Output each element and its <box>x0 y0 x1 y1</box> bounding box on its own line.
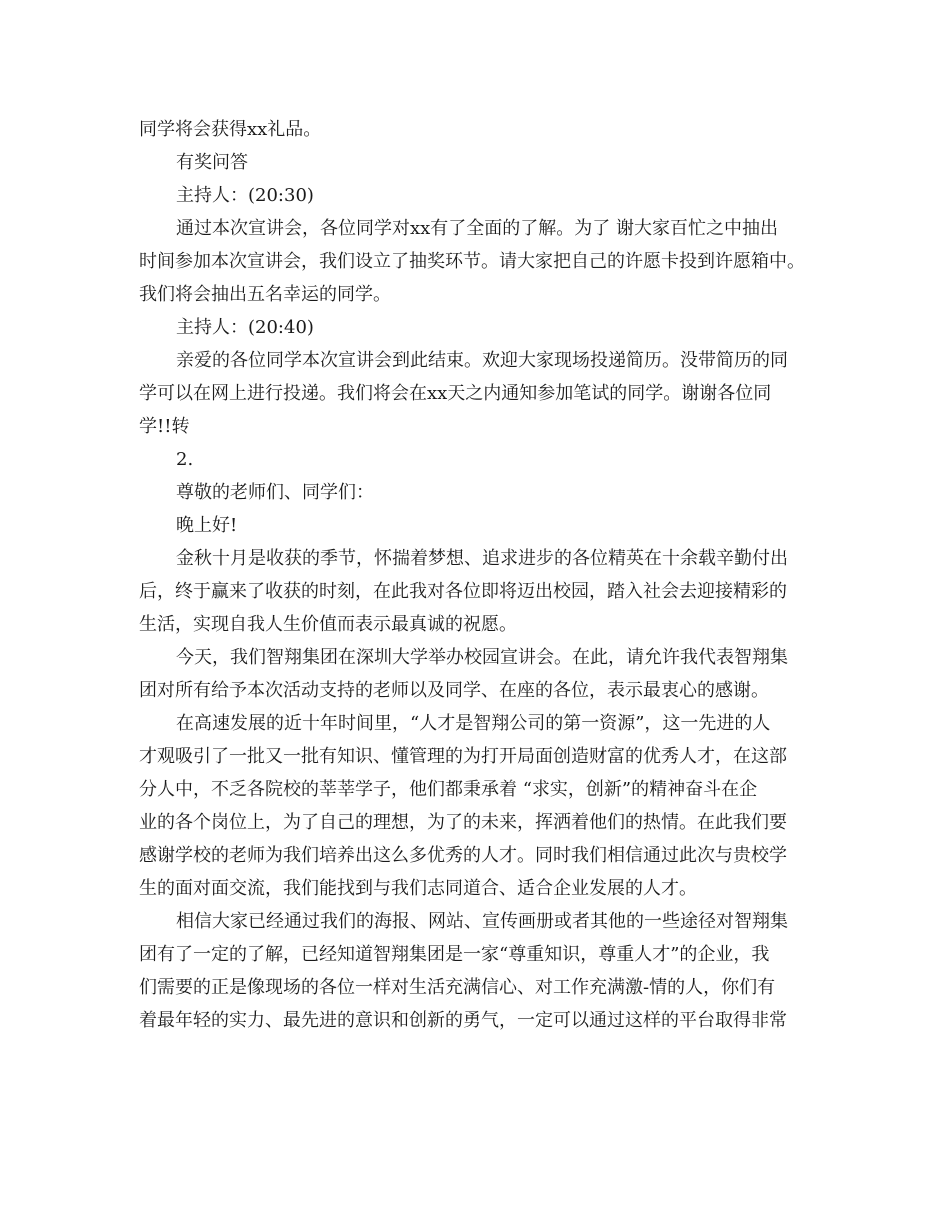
text-line: 生的面对面交流，我们能找到与我们志同道合、适合企业发展的人才。 <box>139 878 697 899</box>
text-line: 相信大家已经通过我们的海报、网站、宣传画册或者其他的一些途径对智翔集 <box>176 911 788 932</box>
text-line: 学!!转 <box>139 416 190 437</box>
text-line: 业的各个岗位上，为了自己的理想，为了的未来，挥洒着他们的热情。在此我们要 <box>139 812 787 833</box>
text-line: 感谢学校的老师为我们培养出这么多优秀的人才。同时我们相信通过此次与贵校学 <box>139 845 787 866</box>
text-line: 有奖问答 <box>176 152 248 173</box>
text-line: 今天，我们智翔集团在深圳大学举办校园宣讲会。在此，请允许我代表智翔集 <box>176 647 788 668</box>
text-line: 在高速发展的近十年时间里，“人才是智翔公司的第一资源”，这一先进的人 <box>176 713 771 734</box>
text-line: 分人中，不乏各院校的莘莘学子，他们都秉承着 “求实，创新”的精神奋斗在企 <box>139 779 758 800</box>
text-line: 晚上好! <box>176 515 238 536</box>
text-line: 金秋十月是收获的季节，怀揣着梦想、追求进步的各位精英在十余载辛勤付出 <box>176 548 788 569</box>
text-line: 我们将会抽出五名幸运的同学。 <box>139 284 391 305</box>
text-line: 亲爱的各位同学本次宣讲会到此结束。欢迎大家现场投递简历。没带简历的同 <box>176 350 788 371</box>
text-line: 2. <box>176 449 194 470</box>
text-line: 生活，实现自我人生价值而表示最真诚的祝愿。 <box>139 614 517 635</box>
document-body <box>139 113 829 1037</box>
text-line: 才观吸引了一批又一批有知识、懂管理的为打开局面创造财富的优秀人才，在这部 <box>139 746 787 767</box>
text-line: 团对所有给予本次活动支持的老师以及同学、在座的各位，表示最衷心的感谢。 <box>139 680 769 701</box>
text-line: 通过本次宣讲会，各位同学对xx有了全面的了解。为了 谢大家百忙之中抽出 <box>176 218 779 239</box>
text-line: 主持人：(20:30) <box>176 185 314 206</box>
text-line: 同学将会获得xx礼品。 <box>139 119 322 140</box>
text-line: 团有了一定的了解，已经知道智翔集团是一家“尊重知识，尊重人才”的企业，我 <box>139 944 770 965</box>
text-line: 主持人：(20:40) <box>176 317 314 338</box>
text-line: 学可以在网上进行投递。我们将会在xx天之内通知参加笔试的同学。谢谢各位同 <box>139 383 772 404</box>
text-line: 着最年轻的实力、最先进的意识和创新的勇气，一定可以通过这样的平台取得非常 <box>139 1010 787 1031</box>
text-line: 尊敬的老师们、同学们： <box>176 482 374 503</box>
text-line: 们需要的正是像现场的各位一样对生活充满信心、对工作充满激-情的人，你们有 <box>139 977 776 998</box>
text-line: 后，终于赢来了收获的时刻，在此我对各位即将迈出校园，踏入社会去迎接精彩的 <box>139 581 787 602</box>
text-line: 时间参加本次宣讲会，我们设立了抽奖环节。请大家把自己的许愿卡投到许愿箱中。 <box>139 251 805 272</box>
